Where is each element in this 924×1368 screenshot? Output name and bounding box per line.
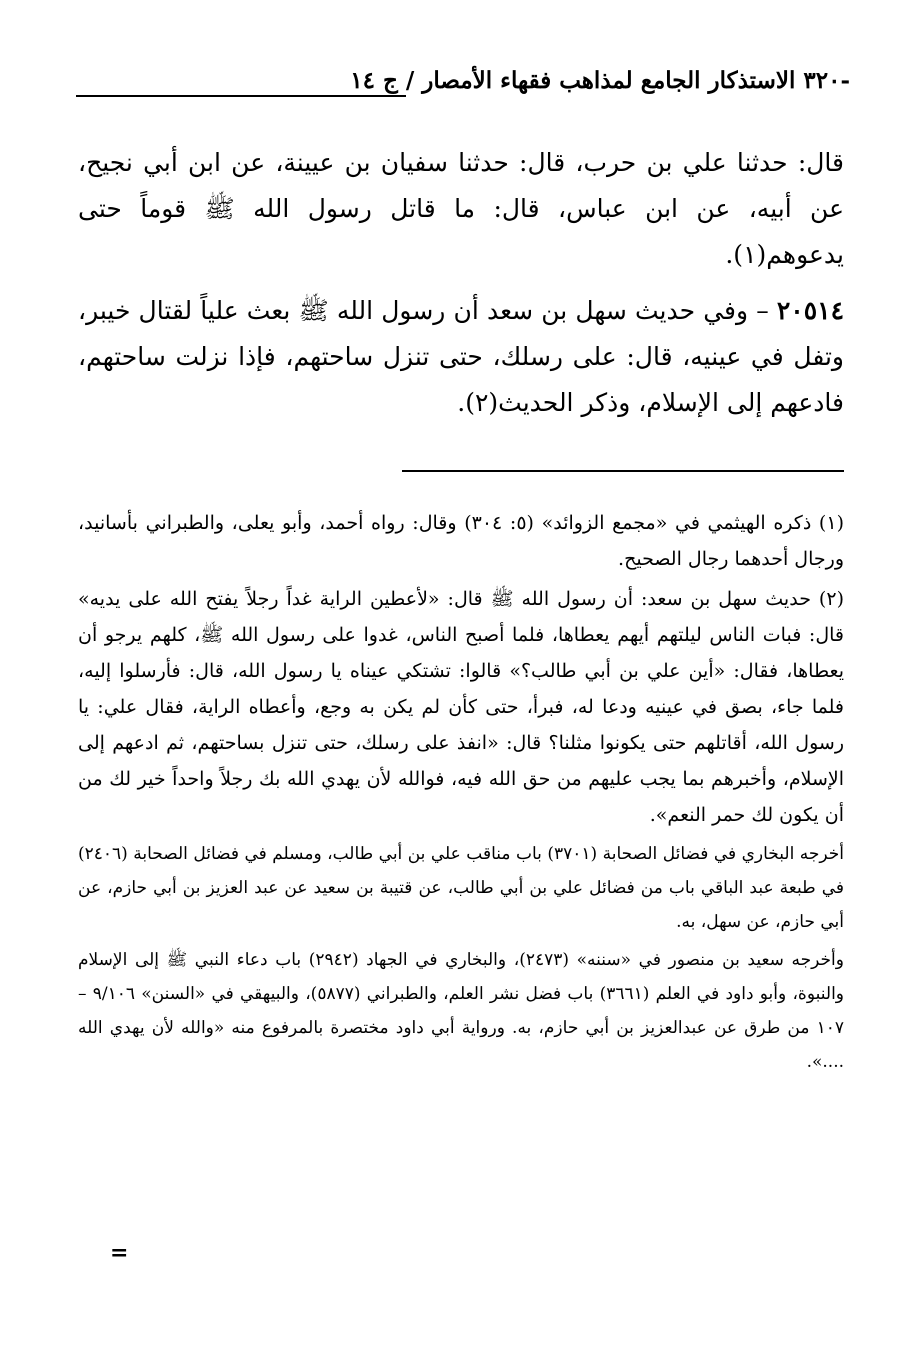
footnotes xyxy=(78,505,844,1083)
takhrij-paragraph-1: أخرجه البخاري في فضائل الصحابة (٣٧٠١) باب مناقب علي بن أبي طالب، ومسلم في فضائل الصحابة (٢٤٠٦) في طبعة عبد الباقي باب من فضائل علي بن أبي طالب، عن قتيبة بن سعيد عن عبد العزيز بن أبي حازم، عن أبي حازم، عن سهل، به. xyxy=(78,844,845,932)
continuation-mark: = xyxy=(110,1240,129,1266)
header-rule xyxy=(76,95,406,97)
footnote-1: (١) ذكره الهيثمي في «مجمع الزوائد» (٥: ٣٠٤) وقال: رواه أحمد، وأبو يعلى، والطبراني بأسانيد، ورجال أحدهما رجال الصحيح. xyxy=(78,512,844,570)
paragraph-number: ٢٠٥١٤ xyxy=(776,296,844,325)
main-paragraph-1: قال: حدثنا علي بن حرب، قال: حدثنا سفيان بن عيينة، عن ابن أبي نجيح، عن أبيه، عن ابن عباس، قال: ما قاتل رسول الله ﷺ قوماً حتى يدعوهم(١). xyxy=(78,148,844,269)
running-header-title: -٣٢٠ الاستذكار الجامع لمذاهب فقهاء الأمصار / ج ١٤ xyxy=(350,67,850,94)
main-text xyxy=(78,140,844,436)
page-header xyxy=(60,64,850,106)
main-paragraph-2-text: – وفي حديث سهل بن سعد أن رسول الله ﷺ بعث علياً لقتال خيبر، وتفل في عينيه، قال: على رسلك، حتى تنزل ساحتهم، فإذا نزلت ساحتهم، فادعهم إلى الإسلام، وذكر الحديث(٢). xyxy=(78,296,844,417)
footnote-2: (٢) حديث سهل بن سعد: أن رسول الله ﷺ قال: «لأعطين الراية غداً رجلاً يفتح الله على يديه» قال: فبات الناس ليلتهم أيهم يعطاها، فلما أصبح الناس، غدوا على رسول الله ﷺ، كلهم يرجو أن يعطاها، فقال: «أين علي بن أبي طالب؟» قالوا: تشتكي عيناه يا رسول الله، قال: فأرسلوا إليه، فلما جاء، بصق في عينيه ودعا له، فبرأ، حتى كأن لم يكن به وجع، وأعطاه الراية، فقال علي: يا رسول الله، أقاتلهم حتى يكونوا مثلنا؟ قال: «انفذ على رسلك، حتى تنزل بساحتهم، ثم ادعهم إلى الإسلام، وأخبرهم بما يجب عليهم من حق الله فيه، فوالله لأن يهدي الله بك رجلاً واحداً خير لك من أن يكون لك حمر النعم». xyxy=(78,588,844,826)
takhrij-paragraph-2: وأخرجه سعيد بن منصور في «سننه» (٢٤٧٣)، والبخاري في الجهاد (٢٩٤٢) باب دعاء النبي ﷺ إلى الإسلام والنبوة، وأبو داود في العلم (٣٦٦١) باب فضل نشر العلم، والطبراني (٥٨٧٧)، والبيهقي في «السنن» ٩/١٠٦ – ١٠٧ من طرق عن عبدالعزيز بن أبي حازم، به. ورواية أبي داود مختصرة بالمرفوع منه «والله لأن يهدي الله ....». xyxy=(78,950,844,1072)
footnote-separator xyxy=(402,470,844,472)
main-paragraph-2 xyxy=(78,288,844,426)
